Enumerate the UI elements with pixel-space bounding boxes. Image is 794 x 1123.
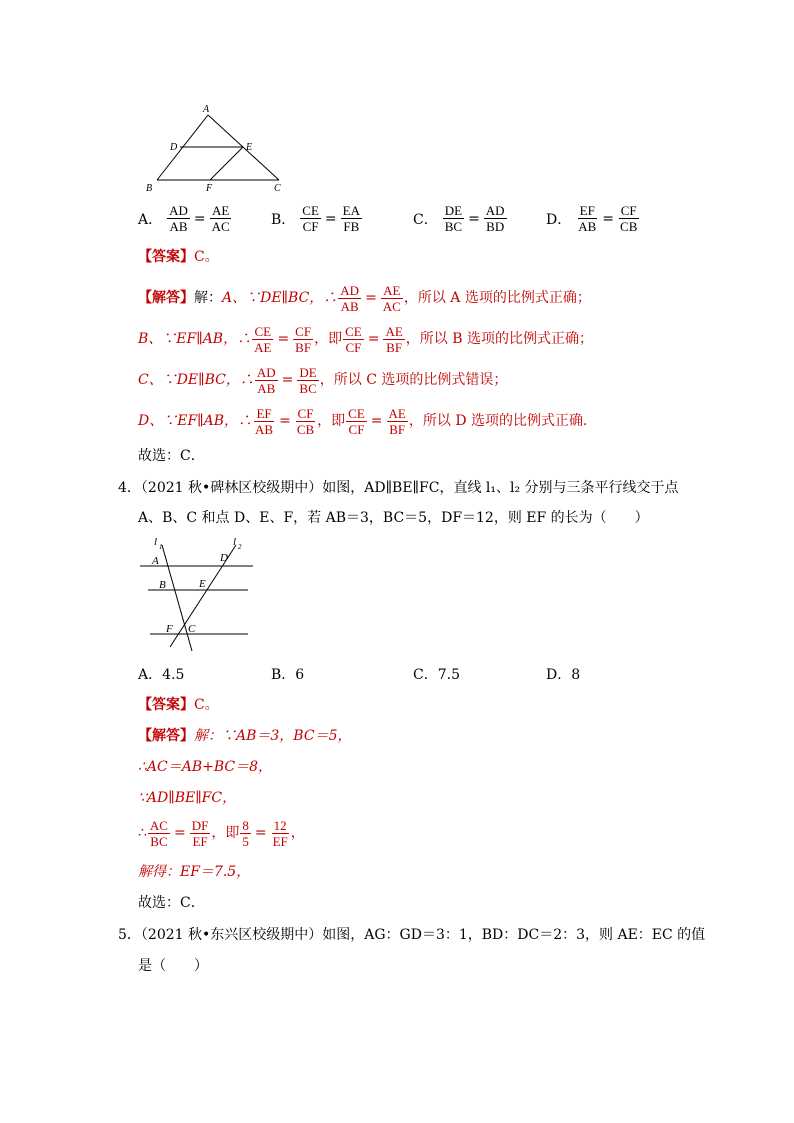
solution-text: ，所以 B 选项的比例式正确；	[405, 331, 593, 347]
frac-den: AC	[211, 219, 230, 234]
q4-answer	[138, 695, 658, 715]
frac-num: CF	[620, 203, 637, 218]
q4-label-c: C	[188, 623, 196, 635]
solution-text: 解：∵AB＝3，BC＝5，	[194, 728, 352, 744]
q3-solution-line-3: C、∵DE∥BC，∴ $\frac{AD}{AB}$ = $\frac{DE}{BC}$ ，所以 C 选项的比例式错误；	[138, 364, 508, 396]
frac-num: AE	[383, 282, 401, 298]
solution-text: 解得：EF＝7.5，	[138, 864, 251, 880]
q3-label-a: A	[203, 104, 210, 115]
frac-num: AE	[388, 405, 406, 421]
solution-text: ，所以 C 选项的比例式错误；	[319, 372, 508, 388]
q4-stem-line-1: 4．（2021 秋•碑林区校级期中）如图，AD∥BE∥FC，直线 l₁、l₂ 分别与三条平行线交于点	[118, 480, 679, 496]
solution-text: ，所以 D 选项的比例式正确．	[408, 413, 597, 429]
q3-final	[138, 446, 658, 466]
frac-num: CE	[302, 203, 319, 218]
q4-solution-line-5	[138, 862, 658, 882]
frac-num: 8	[242, 817, 249, 833]
frac-num: DE	[299, 364, 317, 380]
frac-num: EF	[579, 203, 595, 218]
frac-den: BC	[150, 833, 168, 849]
solution-text: ，即	[211, 825, 240, 841]
q4-label-e: E	[199, 578, 206, 590]
option-label: C．	[413, 211, 438, 228]
frac-num: CF	[295, 323, 312, 339]
q4-label-d: D	[220, 552, 228, 564]
frac-num: AE	[212, 203, 230, 218]
frac-num: AD	[256, 364, 276, 380]
q4-option-a[interactable]	[138, 664, 184, 684]
q3-label-e: E	[246, 142, 253, 153]
option-text: B．6	[271, 667, 305, 683]
frac-num: CE	[254, 323, 272, 339]
q3-line-ef	[210, 147, 243, 180]
q4-stem-line-2: A、B、C 和点 D、E、F，若 AB＝3，BC＝5，DF＝12，则 EF 的长为（ ）	[138, 510, 649, 526]
option-text: C．7.5	[413, 667, 460, 683]
final-choice: 故选：C．	[138, 448, 205, 464]
solution-text: 解：	[194, 290, 222, 306]
solution-text: D、∵EF∥AB，∴	[138, 413, 253, 429]
frac-num: AD	[340, 282, 360, 298]
q4-figure	[130, 535, 265, 655]
frac-den: BC	[299, 380, 317, 396]
option-label: B．	[271, 211, 296, 228]
frac-den: CF	[302, 219, 319, 234]
frac-den: CB	[296, 421, 315, 437]
final-choice: 故选：C．	[138, 895, 205, 911]
frac-num: EA	[342, 203, 360, 218]
q3-label-b: B	[146, 183, 153, 194]
option-text: D．8	[546, 667, 581, 683]
frac-den: AB	[257, 380, 276, 396]
frac-den: AC	[382, 298, 401, 314]
q3-option-d[interactable]: D． $\frac{EF}{AB}$ = $\frac{CF}{CB}$	[546, 203, 638, 234]
q4-label-l1-sub: 1	[159, 543, 163, 551]
q4-solution-line-3	[138, 788, 658, 808]
solution-text: A、∵DE∥BC，∴	[222, 290, 338, 306]
q5-stem	[118, 925, 718, 975]
q3-solution-line-4: D、∵EF∥AB，∴ $\frac{EF}{AB}$ = $\frac{CF}{CB}$ ，即 $\frac{CE}{CF}$ = $\frac{AE}{BF}$ ，所以 D 选项的比例式正确．	[138, 405, 597, 437]
q3-option-b[interactable]: B． $\frac{CE}{CF}$ = $\frac{EA}{FB}$	[271, 203, 360, 234]
frac-num: CE	[348, 405, 365, 421]
frac-num: EF	[256, 405, 272, 421]
q3-option-c[interactable]: C． $\frac{DE}{BC}$ = $\frac{AD}{BD}$	[413, 203, 505, 234]
q3-options	[138, 203, 658, 239]
solution-tag: 【解答】	[138, 728, 194, 744]
answer-tag: 【答案】	[138, 249, 194, 265]
q3-solution-line-2: B、∵EF∥AB，∴ $\frac{CE}{AE}$ = $\frac{CF}{BF}$ ，即 $\frac{CE}{CF}$ = $\frac{AE}{BF}$ ，所以 B 选项的比例式正确；	[138, 323, 593, 355]
option-label: D．	[546, 211, 572, 228]
solution-text: ∴	[138, 825, 147, 841]
q4-option-b[interactable]	[271, 664, 304, 684]
q3-solution-line-1: 【解答】 解： A、∵DE∥BC，∴ $\frac{AD}{AB}$ = $\frac{AE}{AC}$ ，所以 A 选项的比例式正确；	[138, 282, 591, 314]
q4-label-l2: l	[233, 536, 237, 548]
frac-den: AB	[255, 421, 274, 437]
frac-num: CF	[297, 405, 314, 421]
q5-stem-line-1: 5．（2021 秋•东兴区校级期中）如图，AG：GD＝3：1，BD：DC＝2：3，则 AE：EC 的值	[118, 927, 706, 943]
solution-tag: 【解答】	[138, 290, 194, 306]
frac-den: BD	[486, 219, 505, 234]
frac-den: BC	[444, 219, 463, 234]
frac-num: AD	[485, 203, 505, 218]
frac-den: CF	[348, 421, 365, 437]
answer-value: C。	[194, 249, 219, 265]
solution-text: ，	[290, 825, 305, 841]
frac-den: AE	[254, 339, 272, 355]
option-text: A．4.5	[138, 667, 185, 683]
q4-solution-line-4: ∴ $\frac{AC}{BC}$ = $\frac{DF}{EF}$ ，即 $\frac{8}{5}$ = $\frac{12}{EF}$ ，	[138, 817, 305, 849]
answer-tag: 【答案】	[138, 697, 194, 713]
q3-label-c: C	[274, 183, 281, 194]
frac-den: AB	[340, 298, 359, 314]
q4-label-l1: l	[154, 536, 158, 548]
frac-den: BF	[295, 339, 312, 355]
frac-num: AD	[169, 203, 188, 218]
q4-label-l2-sub: 2	[238, 543, 242, 551]
q4-final	[138, 893, 658, 913]
solution-text: ∴AC＝AB+BC＝8，	[138, 759, 273, 775]
frac-den: BF	[389, 421, 406, 437]
q4-options	[138, 664, 658, 684]
q3-option-a[interactable]: A． $\frac{AD}{AB}$ = $\frac{AE}{AC}$	[138, 203, 230, 234]
q3-label-d: D	[170, 142, 178, 153]
frac-num: AE	[385, 323, 403, 339]
answer-value: C。	[194, 697, 219, 713]
frac-num: AC	[149, 817, 168, 833]
q4-label-b: B	[159, 579, 166, 591]
frac-num: DF	[191, 817, 209, 833]
q4-solution-line-2	[138, 757, 658, 777]
frac-den: EF	[192, 833, 208, 849]
frac-den: CB	[620, 219, 638, 234]
q4-label-f: F	[166, 623, 173, 635]
solution-text: B、∵EF∥AB，∴	[138, 331, 252, 347]
solution-text: ∵AD∥BE∥FC，	[138, 790, 237, 806]
frac-den: FB	[343, 219, 360, 234]
frac-num: 12	[273, 817, 287, 833]
q4-line-l1	[162, 545, 192, 651]
q3-label-f: F	[206, 183, 213, 194]
frac-den: AB	[578, 219, 597, 234]
frac-den: CF	[345, 339, 362, 355]
q4-option-d[interactable]	[546, 664, 580, 684]
solution-text: ，所以 A 选项的比例式正确；	[403, 290, 591, 306]
frac-den: AB	[169, 219, 188, 234]
frac-num: DE	[444, 203, 463, 218]
q5-stem-line-2: 是（ ）	[138, 958, 208, 974]
solution-text: ，即	[317, 413, 346, 429]
q3-figure	[140, 100, 300, 195]
q4-option-c[interactable]	[413, 664, 460, 684]
q4-stem	[118, 478, 718, 528]
option-label: A．	[138, 211, 163, 228]
frac-den: 5	[242, 833, 249, 849]
solution-text: ，即	[314, 331, 343, 347]
q4-solution-line-1	[138, 726, 658, 746]
frac-den: EF	[272, 833, 288, 849]
frac-num: CE	[345, 323, 362, 339]
frac-den: BF	[386, 339, 403, 355]
solution-text: C、∵DE∥BC，∴	[138, 372, 254, 388]
q4-label-a: A	[152, 555, 159, 567]
q3-answer	[138, 247, 658, 267]
